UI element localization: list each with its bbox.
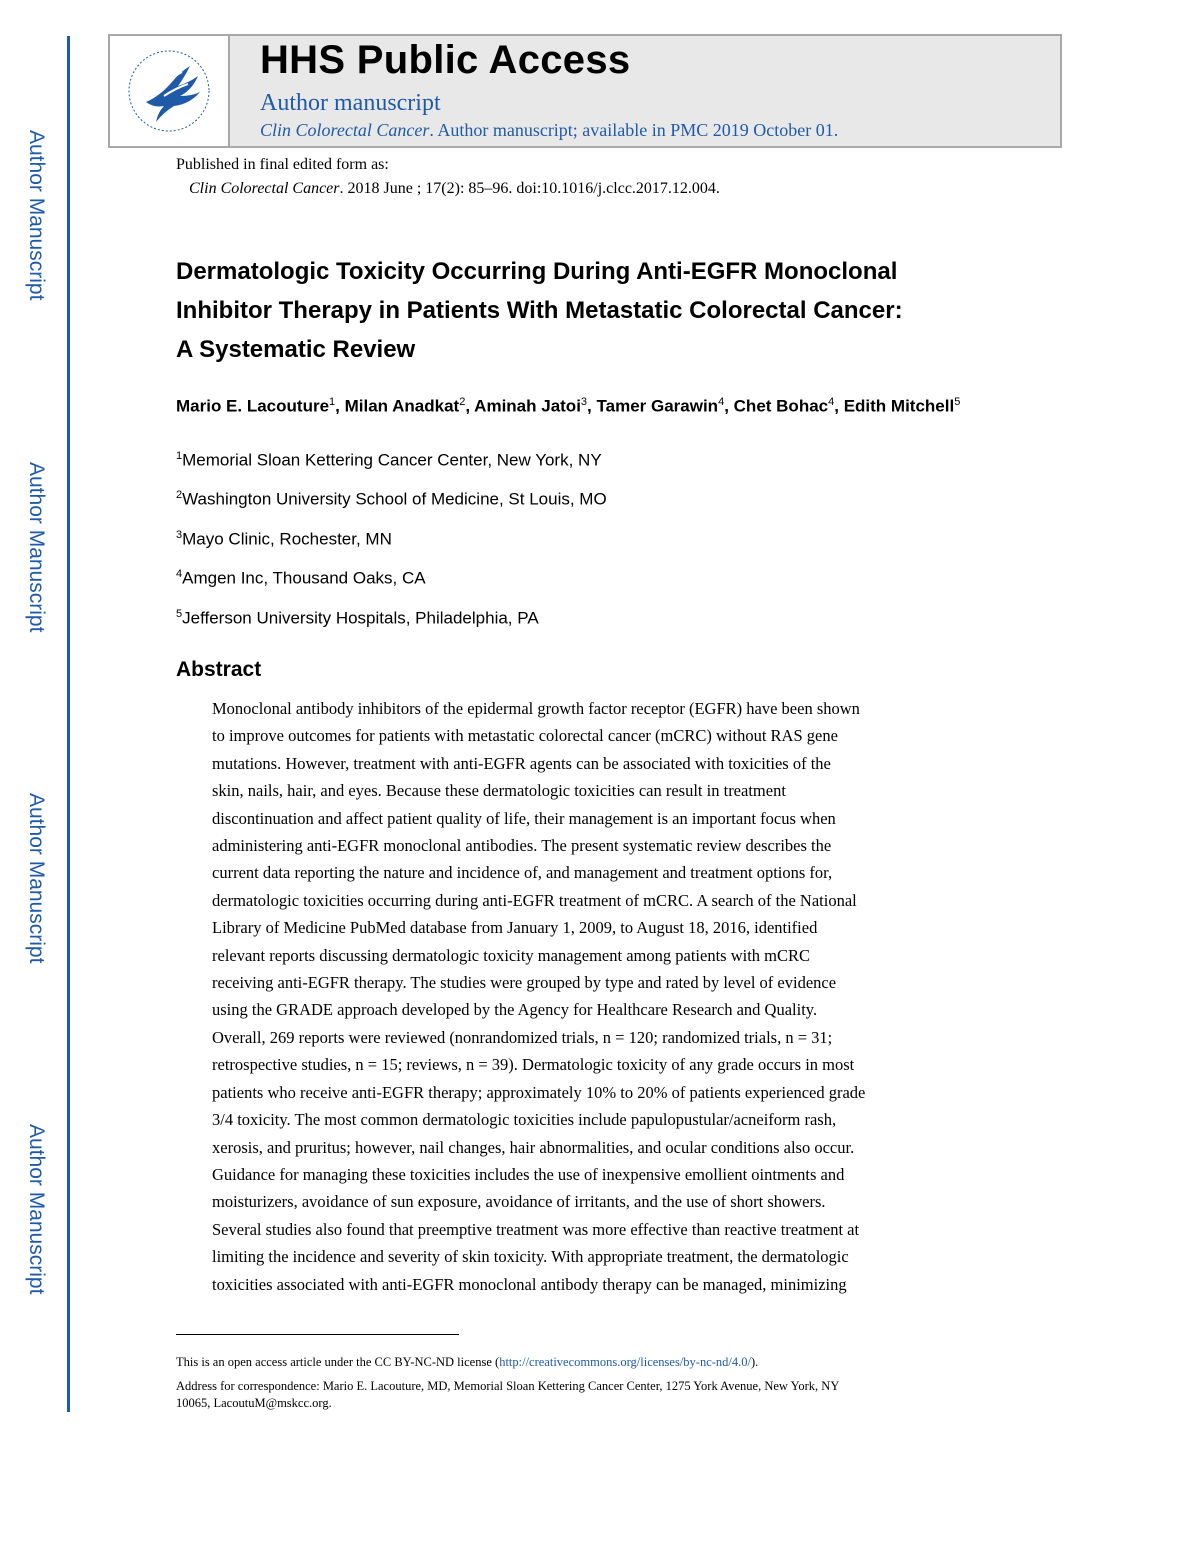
affiliation: $^4$Amgen Inc, Thousand Oaks, CA [176, 568, 426, 588]
abstract-line: using the GRADE approach developed by the Agency for Healthcare Research and Quality. [212, 1000, 818, 1020]
author: Tamer Garawin [596, 396, 719, 416]
abstract-line: skin, nails, hair, and eyes. Because these dermatologic toxicities can result in treatment [212, 781, 786, 801]
abstract-heading: Abstract [176, 658, 262, 681]
abstract-line: relevant reports discussing dermatologic toxicity management among patients with mCRC [212, 945, 811, 965]
abstract-line: retrospective studies, n = 15; reviews, n = 39). Dermatologic toxicity of any grade occurs in most [212, 1055, 855, 1075]
correspondence-footnote: Address for correspondence: Mario E. Lacouture, MD, Memorial Sloan Kettering Cancer Center, 1275 York Avenue, New York, NY 10065, LacoutuM@mskcc.org. [176, 1379, 840, 1410]
citation: Clin Colorectal Cancer. 2018 June ; 17(2): 85–96. doi:10.1016/j.clcc.2017.12.004. [189, 180, 720, 197]
author: Edith Mitchell [843, 396, 955, 416]
hhs-logo [110, 36, 230, 146]
margin-rule [67, 36, 70, 1412]
abstract-line: Library of Medicine PubMed database from January 1, 2009, to August 18, 2016, identified [212, 918, 818, 938]
abstract-line: mutations. However, treatment with anti-EGFR agents can be associated with toxicities of the [212, 753, 831, 773]
abstract-line: 3/4 toxicity. The most common dermatologic toxicities include papulopustular/acneiform rash, [212, 1110, 837, 1130]
footnote-divider [176, 1334, 459, 1335]
author: Milan Anadkat [344, 396, 460, 416]
published-label: Published in final edited form as: [176, 156, 389, 173]
author: Mario E. Lacouture [176, 396, 330, 416]
abstract-line: limiting the incidence and severity of skin toxicity. With appropriate treatment, the dermatologic [212, 1247, 849, 1267]
availability-line: Clin Colorectal Cancer. Author manuscript; available in PMC 2019 October 01. [260, 120, 839, 140]
license-footnote: This is an open access article under the CC BY-NC-ND license (http://creativecommons.org/licenses/by-nc-nd/4.0/). [176, 1355, 759, 1369]
abstract-line: receiving anti-EGFR therapy. The studies were grouped by type and rated by level of evidence [212, 973, 837, 993]
hhs-title: HHS Public Access [260, 38, 631, 82]
abstract-line: Several studies also found that preemptive treatment was more effective than reactive treatment at [212, 1219, 860, 1239]
author: Aminah Jatoi [474, 396, 581, 416]
abstract-line: moisturizers, avoidance of sun exposure, avoidance of irritants, and the use of short showers. [212, 1192, 826, 1212]
affiliation: $^5$Jefferson University Hospitals, Philadelphia, PA [176, 608, 539, 628]
affiliation: $^3$Mayo Clinic, Rochester, MN [176, 529, 392, 549]
affiliation: $^1$Memorial Sloan Kettering Cancer Center, New York, NY [176, 450, 602, 470]
abstract-line: xerosis, and pruritus; however, nail changes, hair abnormalities, and ocular conditions also occur. [212, 1137, 855, 1157]
abstract-line: patients who receive anti-EGFR therapy; approximately 10% to 20% of patients experienced grade [212, 1082, 866, 1102]
abstract-line: Overall, 269 reports were reviewed (nonrandomized trials, n = 120; randomized trials, n = 31; [212, 1027, 833, 1047]
hhs-eagle-logo-icon [120, 42, 218, 140]
article-title: Dermatologic Toxicity Occurring During Anti-EGFR Monoclonal Inhibitor Therapy in Patients With Metastatic Colorectal Cancer: A Systematic Review [176, 258, 903, 363]
license-link[interactable]: http://creativecommons.org/licenses/by-nc-nd/4.0/ [499, 1355, 751, 1369]
author-list: Mario E. Lacouture$^1$, Milan Anadkat$^2$, Aminah Jatoi$^3$, Tamer Garawin$^4$, Chet Bohac$^4$, Edith Mitchell$^5$ [176, 396, 961, 416]
abstract-line: administering anti-EGFR monoclonal antibodies. The present systematic review describes the [212, 836, 832, 856]
hhs-header-box [108, 34, 1062, 148]
affiliation: $^2$Washington University School of Medicine, St Louis, MO [176, 489, 607, 509]
abstract-line: discontinuation and affect patient quality of life, their management is an important focus when [212, 808, 836, 828]
author: Chet Bohac [733, 396, 829, 416]
abstract-line: current data reporting the nature and incidence of, and management and treatment options for, [212, 863, 833, 883]
abstract-line: to improve outcomes for patients with metastatic colorectal cancer (mCRC) without RAS gene [212, 726, 838, 746]
abstract-line: Monoclonal antibody inhibitors of the epidermal growth factor receptor (EGFR) have been shown [212, 699, 860, 718]
abstract-line: dermatologic toxicities occurring during anti-EGFR treatment of mCRC. A search of the National [212, 890, 857, 910]
abstract-body [212, 695, 1002, 1298]
abstract-line: toxicities associated with anti-EGFR monoclonal antibody therapy can be managed, minimizing [212, 1274, 847, 1294]
abstract-line: Guidance for managing these toxicities includes the use of inexpensive emollient ointments and [212, 1164, 845, 1184]
manuscript-type: Author manuscript [260, 90, 441, 116]
